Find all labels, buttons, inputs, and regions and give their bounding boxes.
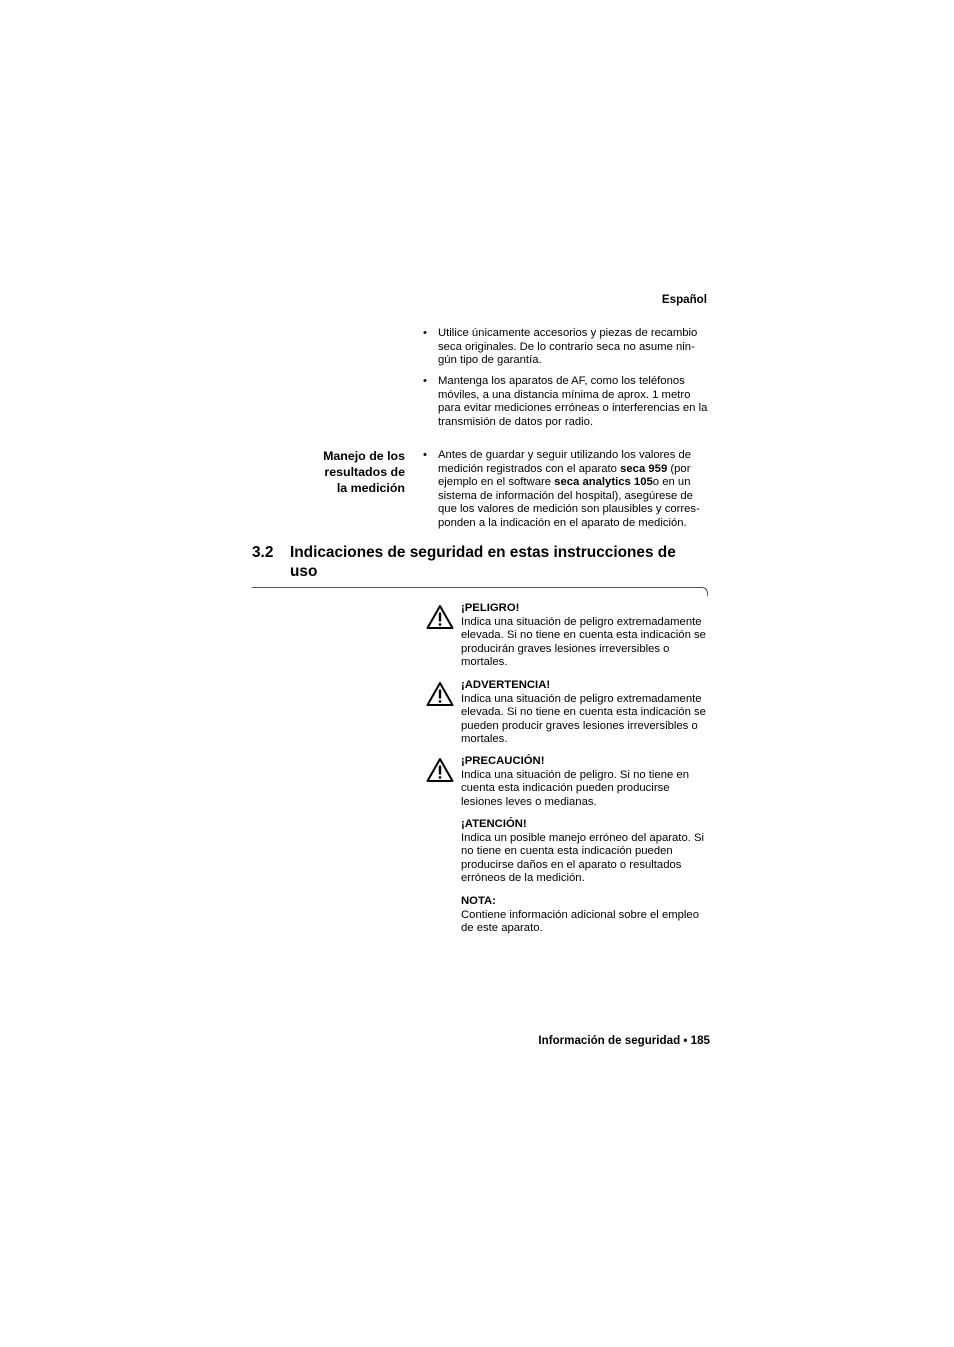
section-divider [252,587,702,588]
bullet-text: Mantenga los aparatos de AF, como los teléfonos móviles, a una distancia mínima de aprox. 1 metro para evitar mediciones erróneas o interferencias en la transmisión de datos por radio. [438,375,708,428]
signal-word-text: Indica una situación de peligro extremadamente elevada. Si no tiene en cuenta esta indicación se producirán graves lesiones irreversibles o mortales. [461,615,706,669]
list-item [423,375,713,429]
signal-word-block [461,602,713,670]
text-run: Antes de guardar y seguir utilizando los valores de medición registrados con el aparato [438,449,692,475]
signal-word-text: Contiene información adicional sobre el empleo de este aparato. [461,908,700,935]
bullet-icon: • [423,327,427,339]
signal-word-block [461,755,713,809]
list-item [423,327,713,368]
bullet-icon: • [423,375,427,387]
side-heading-line: resultados de [324,465,405,479]
signal-word-heading: ¡ATENCIÓN! [461,818,527,830]
signal-word-heading: ¡PELIGRO! [461,602,520,614]
text-run: (por ejemplo en el software [438,462,691,489]
list-item [423,449,713,531]
section-title-line: Indicaciones de seguridad en estas instrucciones de [290,544,676,561]
page-footer: Información de seguridad • 185 [538,1034,710,1047]
warning-triangle-icon [426,681,454,707]
bullet-text [438,449,700,529]
signal-word-block [461,818,713,886]
signal-word-text: Indica una situación de peligro extremadamente elevada. Si no tiene en cuenta esta indicación se pueden producir graves lesiones irreversibles o mortales. [461,692,706,746]
product-name: seca 959 [620,462,668,475]
product-name: seca analytics 105 [554,476,653,489]
warning-triangle-icon [426,604,454,630]
warning-triangle-icon [426,757,454,783]
text-run: o en un sistema de información del hospital), asegúrese de que los valores de medición son plausibles y corres-ponden a la indicación en el aparato de medición. [438,476,700,529]
section-heading [252,543,712,581]
bullet-text: Utilice únicamente accesorios y piezas de recambio seca originales. De lo contrario seca no asume nin-gún tipo de garantía. [438,327,698,367]
section-number: 3.2 [252,544,274,561]
signal-word-heading: ¡ADVERTENCIA! [461,679,551,691]
signal-word-block [461,895,713,936]
signal-word-text: Indica un posible manejo erróneo del aparato. Si no tiene en cuenta esta indicación pueden producirse daños en el aparato o resultados erróneos de la medición. [461,831,705,885]
language-label: Español [661,293,707,306]
signal-word-block [461,679,713,747]
signal-word-heading: ¡PRECAUCIÓN! [461,755,545,767]
signal-word-text: Indica una situación de peligro. Si no tiene en cuenta esta indicación pueden producirse lesiones leves o medianas. [461,768,689,808]
side-heading-line: Manejo de los [323,449,405,463]
section-title-line: uso [290,563,318,580]
signal-word-heading: NOTA: [461,895,496,907]
side-heading [250,448,405,496]
divider-corner [701,587,708,596]
bullet-icon: • [423,449,427,461]
side-heading-line: la medición [336,481,405,495]
